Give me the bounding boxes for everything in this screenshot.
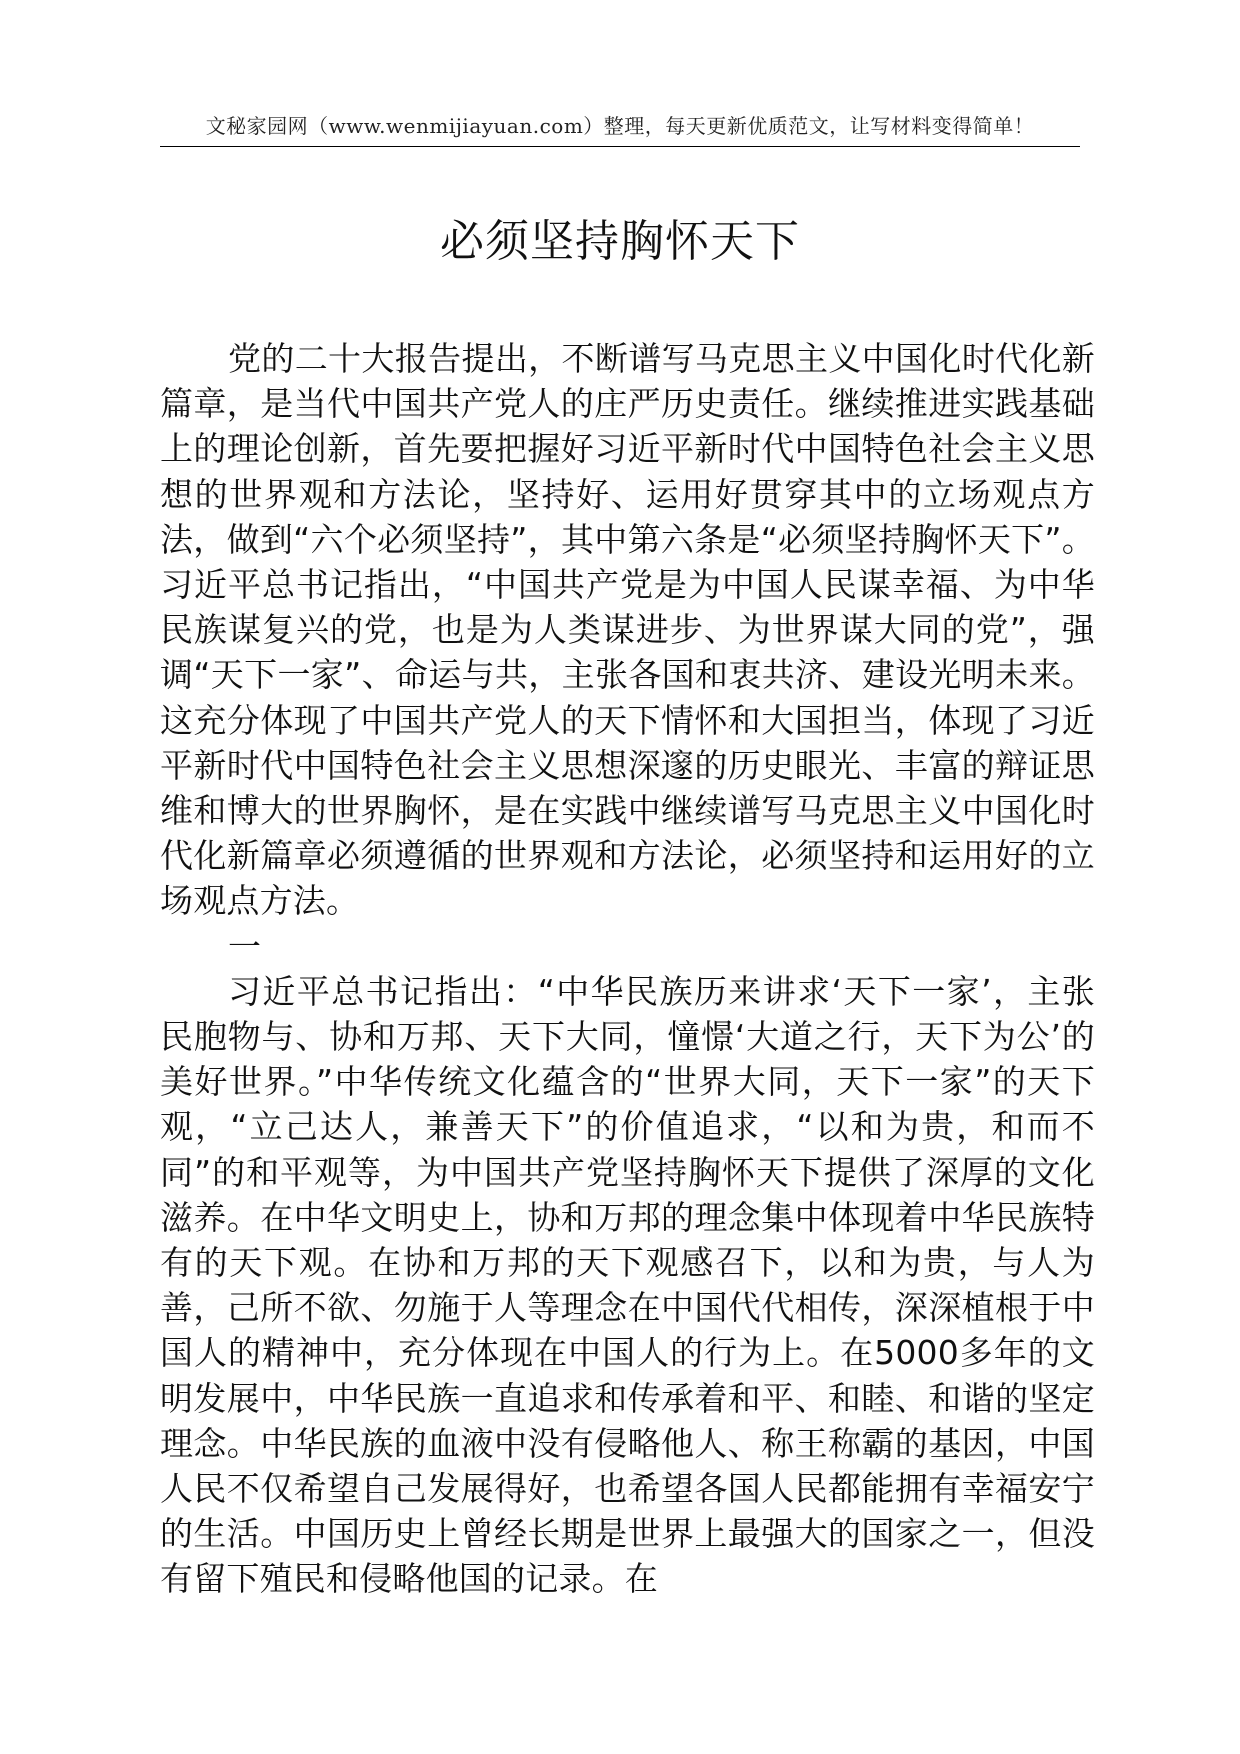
header-divider	[160, 146, 1080, 147]
section-number: 一	[228, 926, 262, 966]
document-title: 必须坚持胸怀天下	[440, 216, 800, 267]
paragraph-intro: 党的二十大报告提出，不断谱写马克思主义中国化时代化新篇章，是当代中国共产党人的庄严历史责任。继续推进实践基础上的理论创新，首先要把握好习近平新时代中国特色社会主义思想的世界观和方法论，坚持好、运用好贯穿其中的立场观点方法，做到“六个必须坚持”，其中第六条是“必须坚持胸怀天下”。习近平总书记指出，“中国共产党是为中国人民谋幸福、为中华民族谋复兴的党，也是为人类谋进步、为世界谋大同的党”，强调“天下一家”、命运与共，主张各国和衷共济、建设光明未来。这充分体现了中国共产党人的天下情怀和大国担当，体现了习近平新时代中国特色社会主义思想深邃的历史眼光、丰富的辩证思维和博大的世界胸怀，是在实践中继续谱写马克思主义中国化时代化新篇章必须遵循的世界观和方法论，必须坚持和运用好的立场观点方法。	[160, 339, 1095, 921]
page-header: 文秘家园网（www.wenmijiayuan.com）整理，每天更新优质范文，让写材料变得简单！	[205, 114, 1035, 138]
paragraph-section-one: 习近平总书记指出：“中华民族历来讲求‘天下一家’，主张民胞物与、协和万邦、天下大同，憧憬‘大道之行，天下为公’的美好世界。”中华传统文化蕴含的“世界大同，天下一家”的天下观，“立己达人，兼善天下”的价值追求，“以和为贵，和而不同”的和平观等，为中国共产党坚持胸怀天下提供了深厚的文化滋养。在中华文明史上，协和万邦的理念集中体现着中华民族特有的天下观。在协和万邦的天下观感召下，以和为贵，与人为善，己所不欲、勿施于人等理念在中国代代相传，深深植根于中国人的精神中，充分体现在中国人的行为上。在5000多年的文明发展中，中华民族一直追求和传承着和平、和睦、和谐的坚定理念。中华民族的血液中没有侵略他人、称王称霸的基因，中国人民不仅希望自己发展得好，也希望各国人民都能拥有幸福安宁的生活。中国历史上曾经长期是世界上最强大的国家之一，但没有留下殖民和侵略他国的记录。在	[160, 971, 1095, 1599]
document-body	[160, 336, 1095, 1602]
